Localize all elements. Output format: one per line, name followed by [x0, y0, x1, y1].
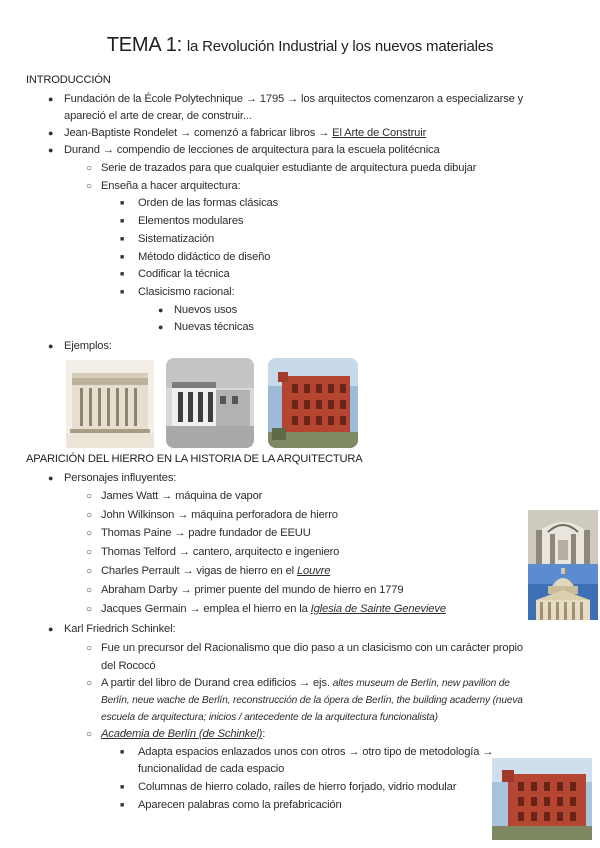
bullet: ○	[86, 566, 93, 577]
person-item: Thomas Telford → cantero, arquitecto e ingeniero	[101, 546, 340, 558]
bauakademie-painting-image	[268, 358, 358, 448]
teach-item: Clasicismo racional:	[138, 286, 235, 298]
pantheon-interior-image	[528, 510, 598, 566]
durand-line: Durand → compendio de lecciones de arquitectura para la escuela politécnica	[64, 144, 440, 156]
bullet: ■	[120, 802, 125, 809]
bullet: ■	[120, 236, 125, 243]
ecole-line-1: Fundación de la École Polytechnique → 1795 → los arquitectos comenzaron a especializarse y	[64, 93, 524, 105]
schinkel-line-2a-italic: altes museum de Berlín, new pavilion de	[332, 678, 510, 689]
bullet: ●	[48, 128, 54, 138]
bullet: ●	[48, 473, 54, 483]
durand-sub-2: Enseña a hacer arquitectura:	[101, 180, 241, 192]
academia-link[interactable]: Academia de Berlín (de Schinkel)	[101, 728, 263, 740]
teach-item: Codificar la técnica	[138, 268, 230, 280]
person-item: Abraham Darby → primer puente del mundo de hierro en 1779	[101, 584, 404, 596]
person-item: John Wilkinson → máquina perforadora de hierro	[101, 509, 338, 521]
page-title	[0, 34, 600, 57]
academia-colon: :	[262, 728, 266, 740]
academia-line	[101, 728, 265, 741]
altes-museum-drawing-image	[66, 360, 154, 448]
person-item: Thomas Paine → padre fundador de EEUU	[101, 527, 311, 539]
schinkel-line-1b: del Rococó	[101, 660, 156, 672]
ejemplos-label: Ejemplos:	[64, 340, 112, 352]
schinkel-line-1a: Fue un precursor del Racionalismo que dio paso a un clasicismo con un carácter propio	[101, 642, 523, 654]
section-heading-hierro: APARICIÓN DEL HIERRO EN LA HISTORIA DE LA ARQUITECTURA	[26, 453, 363, 465]
bullet: ●	[158, 305, 164, 315]
rondelet-text: Jean-Baptiste Rondelet → comenzó a fabricar libros →	[64, 127, 333, 139]
pantheon-exterior-image	[528, 564, 598, 620]
bullet: ■	[120, 254, 125, 261]
section-heading-intro: INTRODUCCIÓN	[26, 74, 111, 86]
bullet: ■	[120, 271, 125, 278]
schinkel-line-2c: escuela de arquitectura; inicios / antecedente de la arquitectura funcionalista)	[101, 712, 438, 723]
bullet: ○	[86, 510, 93, 521]
person-item	[101, 565, 330, 578]
bullet: ○	[86, 678, 93, 689]
personajes-label: Personajes influyentes:	[64, 472, 177, 484]
bauakademie-painting-image-2	[492, 758, 592, 840]
bullet: ●	[48, 624, 54, 634]
person-item	[101, 603, 446, 616]
bullet: ○	[86, 163, 93, 174]
bullet: ●	[48, 341, 54, 351]
bullet: ○	[86, 729, 93, 740]
bullet: ●	[48, 94, 54, 104]
bullet: ○	[86, 643, 93, 654]
bullet: ■	[120, 200, 125, 207]
bullet: ■	[120, 784, 125, 791]
title-rest: la Revolución Industrial y los nuevos materiales	[186, 38, 494, 55]
clasicismo-item: Nuevas técnicas	[174, 321, 254, 333]
bullet: ○	[86, 547, 93, 558]
bullet: ○	[86, 528, 93, 539]
rondelet-line	[64, 127, 426, 140]
clasicismo-item: Nuevos usos	[174, 304, 238, 316]
bullet: ■	[120, 749, 125, 756]
bullet: ■	[120, 289, 125, 296]
schinkel-label: Karl Friedrich Schinkel:	[64, 623, 176, 635]
teach-item: Sistematización	[138, 233, 215, 245]
academia-item-1a: Adapta espacios enlazados unos con otros → otro tipo de metodología →	[138, 746, 494, 758]
durand-sub-1: Serie de trazados para que cualquier estudiante de arquitectura pueda dibujar	[101, 162, 477, 174]
person-text: Charles Perrault → vigas de hierro en el	[101, 565, 297, 577]
person-item: James Watt → máquina de vapor	[101, 490, 263, 502]
academia-item-3: Aparecen palabras como la prefabricación	[138, 799, 342, 811]
schinkel-line-2a-lead: A partir del libro de Durand crea edificios → ejs.	[101, 677, 333, 689]
louvre-link[interactable]: Louvre	[296, 565, 331, 577]
bullet: ○	[86, 181, 93, 192]
schinkel-line-2a	[101, 677, 510, 690]
rondelet-book-link[interactable]: El Arte de Construir	[332, 127, 427, 139]
bullet: ■	[120, 218, 125, 225]
teach-item: Método didáctico de diseño	[138, 251, 271, 263]
academia-item-2: Columnas de hierro colado, raíles de hierro forjado, vidrio modular	[138, 781, 457, 793]
academia-item-1b: funcionalidad de cada espacio	[138, 763, 285, 775]
sainte-genevieve-link[interactable]: Iglesia de Sainte Genevieve	[310, 603, 446, 615]
bullet: ●	[48, 145, 54, 155]
title-prefix: TEMA 1:	[106, 34, 183, 56]
teach-item: Elementos modulares	[138, 215, 244, 227]
bullet: ○	[86, 585, 93, 596]
bullet: ○	[86, 604, 93, 615]
bullet: ●	[158, 322, 164, 332]
ecole-line-2: apareció el arte de crear, de construir...	[64, 110, 252, 122]
teach-item: Orden de las formas clásicas	[138, 197, 279, 209]
person-text: Jacques Germain → emplea el hierro en la	[101, 603, 311, 615]
neue-wache-engraving-image	[166, 358, 254, 448]
schinkel-line-2b: Berlín, neue wache de Berlín, reconstrucción de la ópera de Berlín, the building academy (nueva	[101, 695, 523, 706]
bullet: ○	[86, 491, 93, 502]
